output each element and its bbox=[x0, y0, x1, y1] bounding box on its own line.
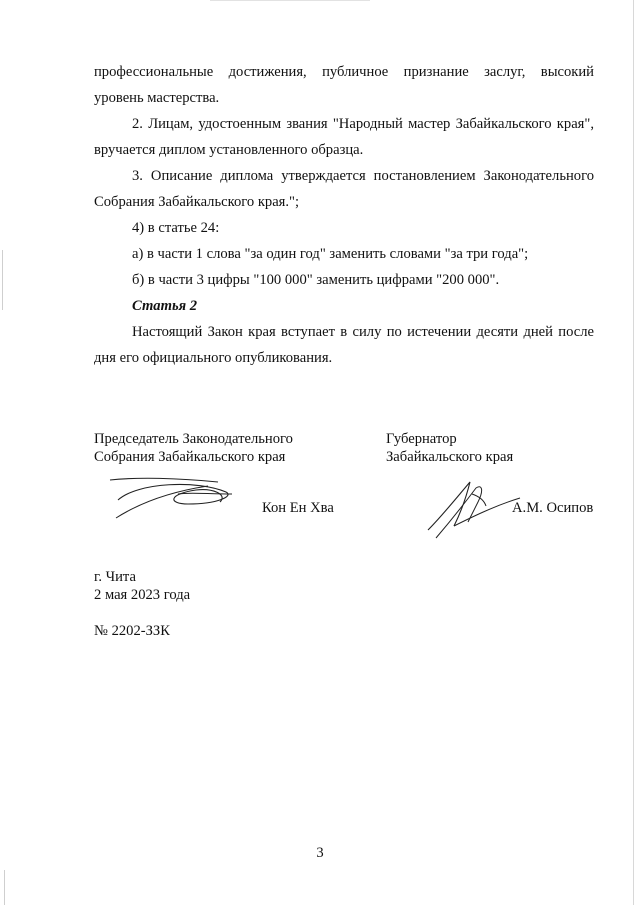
signature-right-handwritten bbox=[424, 480, 524, 540]
footer-city: г. Чита bbox=[94, 569, 136, 585]
paragraph-3: 3. Описание диплома утверждается постановлением Законодательного Собрания Забайкальского края."; bbox=[94, 168, 594, 210]
signature-right-name: А.М. Осипов bbox=[512, 500, 594, 516]
paragraph-5: а) в части 1 слова "за один год" заменить словами "за три года"; bbox=[132, 246, 529, 262]
scan-artifact-top bbox=[210, 0, 370, 1]
signature-left-title-line-2: Собрания Забайкальского края bbox=[94, 449, 286, 465]
signature-right-title-line-1: Губернатор bbox=[386, 431, 457, 447]
signature-left-title-line-1: Председатель Законодательного bbox=[94, 431, 293, 447]
signature-left-handwritten bbox=[108, 474, 238, 524]
signature-left-title bbox=[94, 430, 293, 466]
signature-right-title bbox=[386, 430, 513, 466]
scan-artifact-edge bbox=[633, 0, 634, 905]
article-text: Настоящий Закон края вступает в силу по истечении десяти дней после дня его официального опубликования. bbox=[94, 324, 594, 366]
paragraph-6: б) в части 3 цифры "100 000" заменить цифрами "200 000". bbox=[132, 272, 500, 288]
signature-right-title-line-2: Забайкальского края bbox=[386, 449, 514, 465]
paragraph-1-line-2: уровень мастерства. bbox=[94, 90, 220, 106]
paragraph-2: 2. Лицам, удостоенным звания "Народный мастер Забайкальского края", вручается диплом установленного образца. bbox=[94, 116, 594, 158]
footer-place-date bbox=[94, 568, 190, 604]
document-body bbox=[94, 59, 594, 371]
scan-artifact-edge-left bbox=[2, 250, 3, 310]
footer-law-number: № 2202-ЗЗК bbox=[94, 623, 170, 639]
paragraph-1-line-1: профессиональные достижения, публичное признание заслуг, высокий bbox=[94, 64, 594, 80]
page-number: 3 bbox=[316, 845, 324, 861]
article-heading: Статья 2 bbox=[132, 298, 198, 314]
paragraph-4: 4) в статье 24: bbox=[132, 220, 220, 236]
footer-date: 2 мая 2023 года bbox=[94, 587, 191, 603]
scan-artifact-edge-left-bottom bbox=[4, 870, 5, 905]
signature-left-name: Кон Ен Хва bbox=[262, 500, 334, 516]
